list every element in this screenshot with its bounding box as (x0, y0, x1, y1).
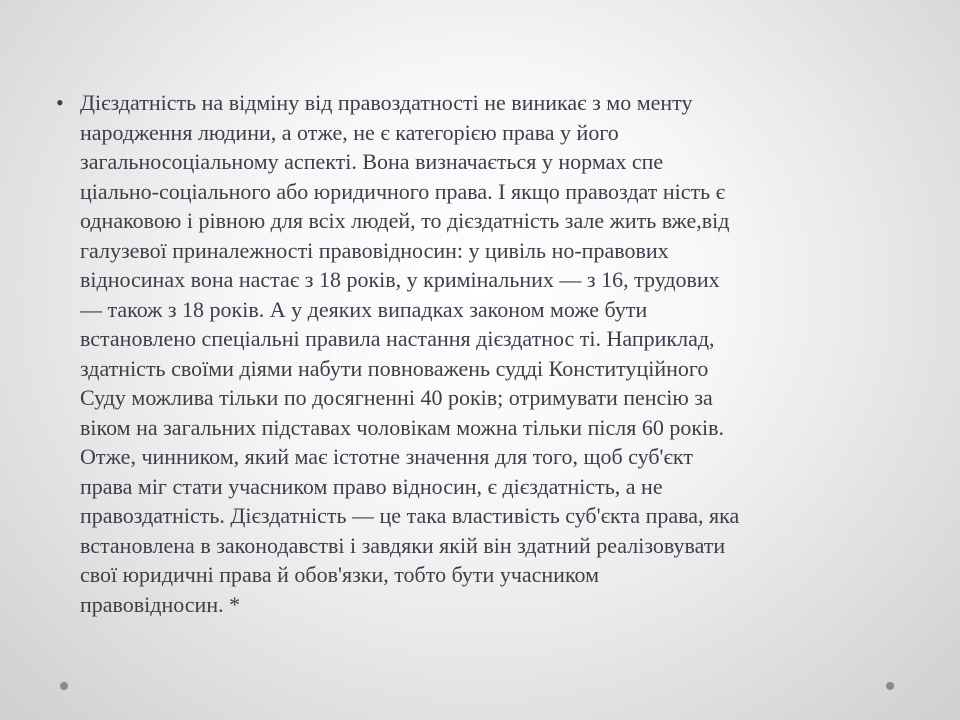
paragraph-line: правовідносин. * (80, 591, 241, 617)
paragraph-line: народження людини, а отже, не є категорією права у його (80, 119, 619, 145)
paragraph-line: ціально-соціального або юридичного права. І якщо правоздат ність є (80, 178, 726, 204)
paragraph-line: однаковою і рівною для всіх людей, то дієздатність зале жить вже,від (80, 208, 730, 233)
paragraph-line: віком на загальних підставах чоловікам можна тільки після 60 років. (80, 414, 725, 440)
paragraph-line: встановлено спеціальні правила настання дієздатнос ті. Наприклад, (80, 326, 715, 351)
paragraph-line: відносинах вона настає з 18 років, у кримінальних — з 16, трудових (80, 267, 720, 292)
paragraph-line: Суду можлива тільки по досягненні 40 років; отримувати пенсію за (80, 385, 713, 410)
paragraph-line: Дієздатність на відміну від правоздатності не виникає з мо менту (80, 90, 693, 115)
paragraph-line: права міг стати учасником право відносин, є дієздатність, а не (80, 473, 663, 499)
bullet-marker: • (56, 90, 64, 115)
slide-content (56, 88, 856, 619)
paragraph-line: свої юридичні права й обов'язки, тобто бути учасником (80, 562, 600, 587)
decorative-dot-left (60, 682, 68, 690)
paragraph-line: галузевої приналежності правовідносин: у цивіль но-правових (80, 237, 669, 263)
paragraph-line: правоздатність. Дієздатність — це така властивість суб'єкта права, яка (80, 503, 740, 528)
paragraph-line: Отже, чинником, який має істотне значення для того, щоб суб'єкт (80, 444, 693, 469)
paragraph-line: здатність своїми діями набути повноважень судді Конституційного (80, 355, 709, 381)
paragraph-line: встановлена в законодавстві і завдяки якій він здатний реалізовувати (80, 532, 726, 558)
decorative-dot-right (886, 682, 894, 690)
paragraph-line: загальносоціальному аспекті. Вона визначається у нормах спе (80, 149, 664, 174)
bullet-paragraph (80, 88, 739, 619)
bullet-item (56, 88, 856, 619)
paragraph-line: — також з 18 років. А у деяких випадках законом може бути (80, 296, 648, 322)
